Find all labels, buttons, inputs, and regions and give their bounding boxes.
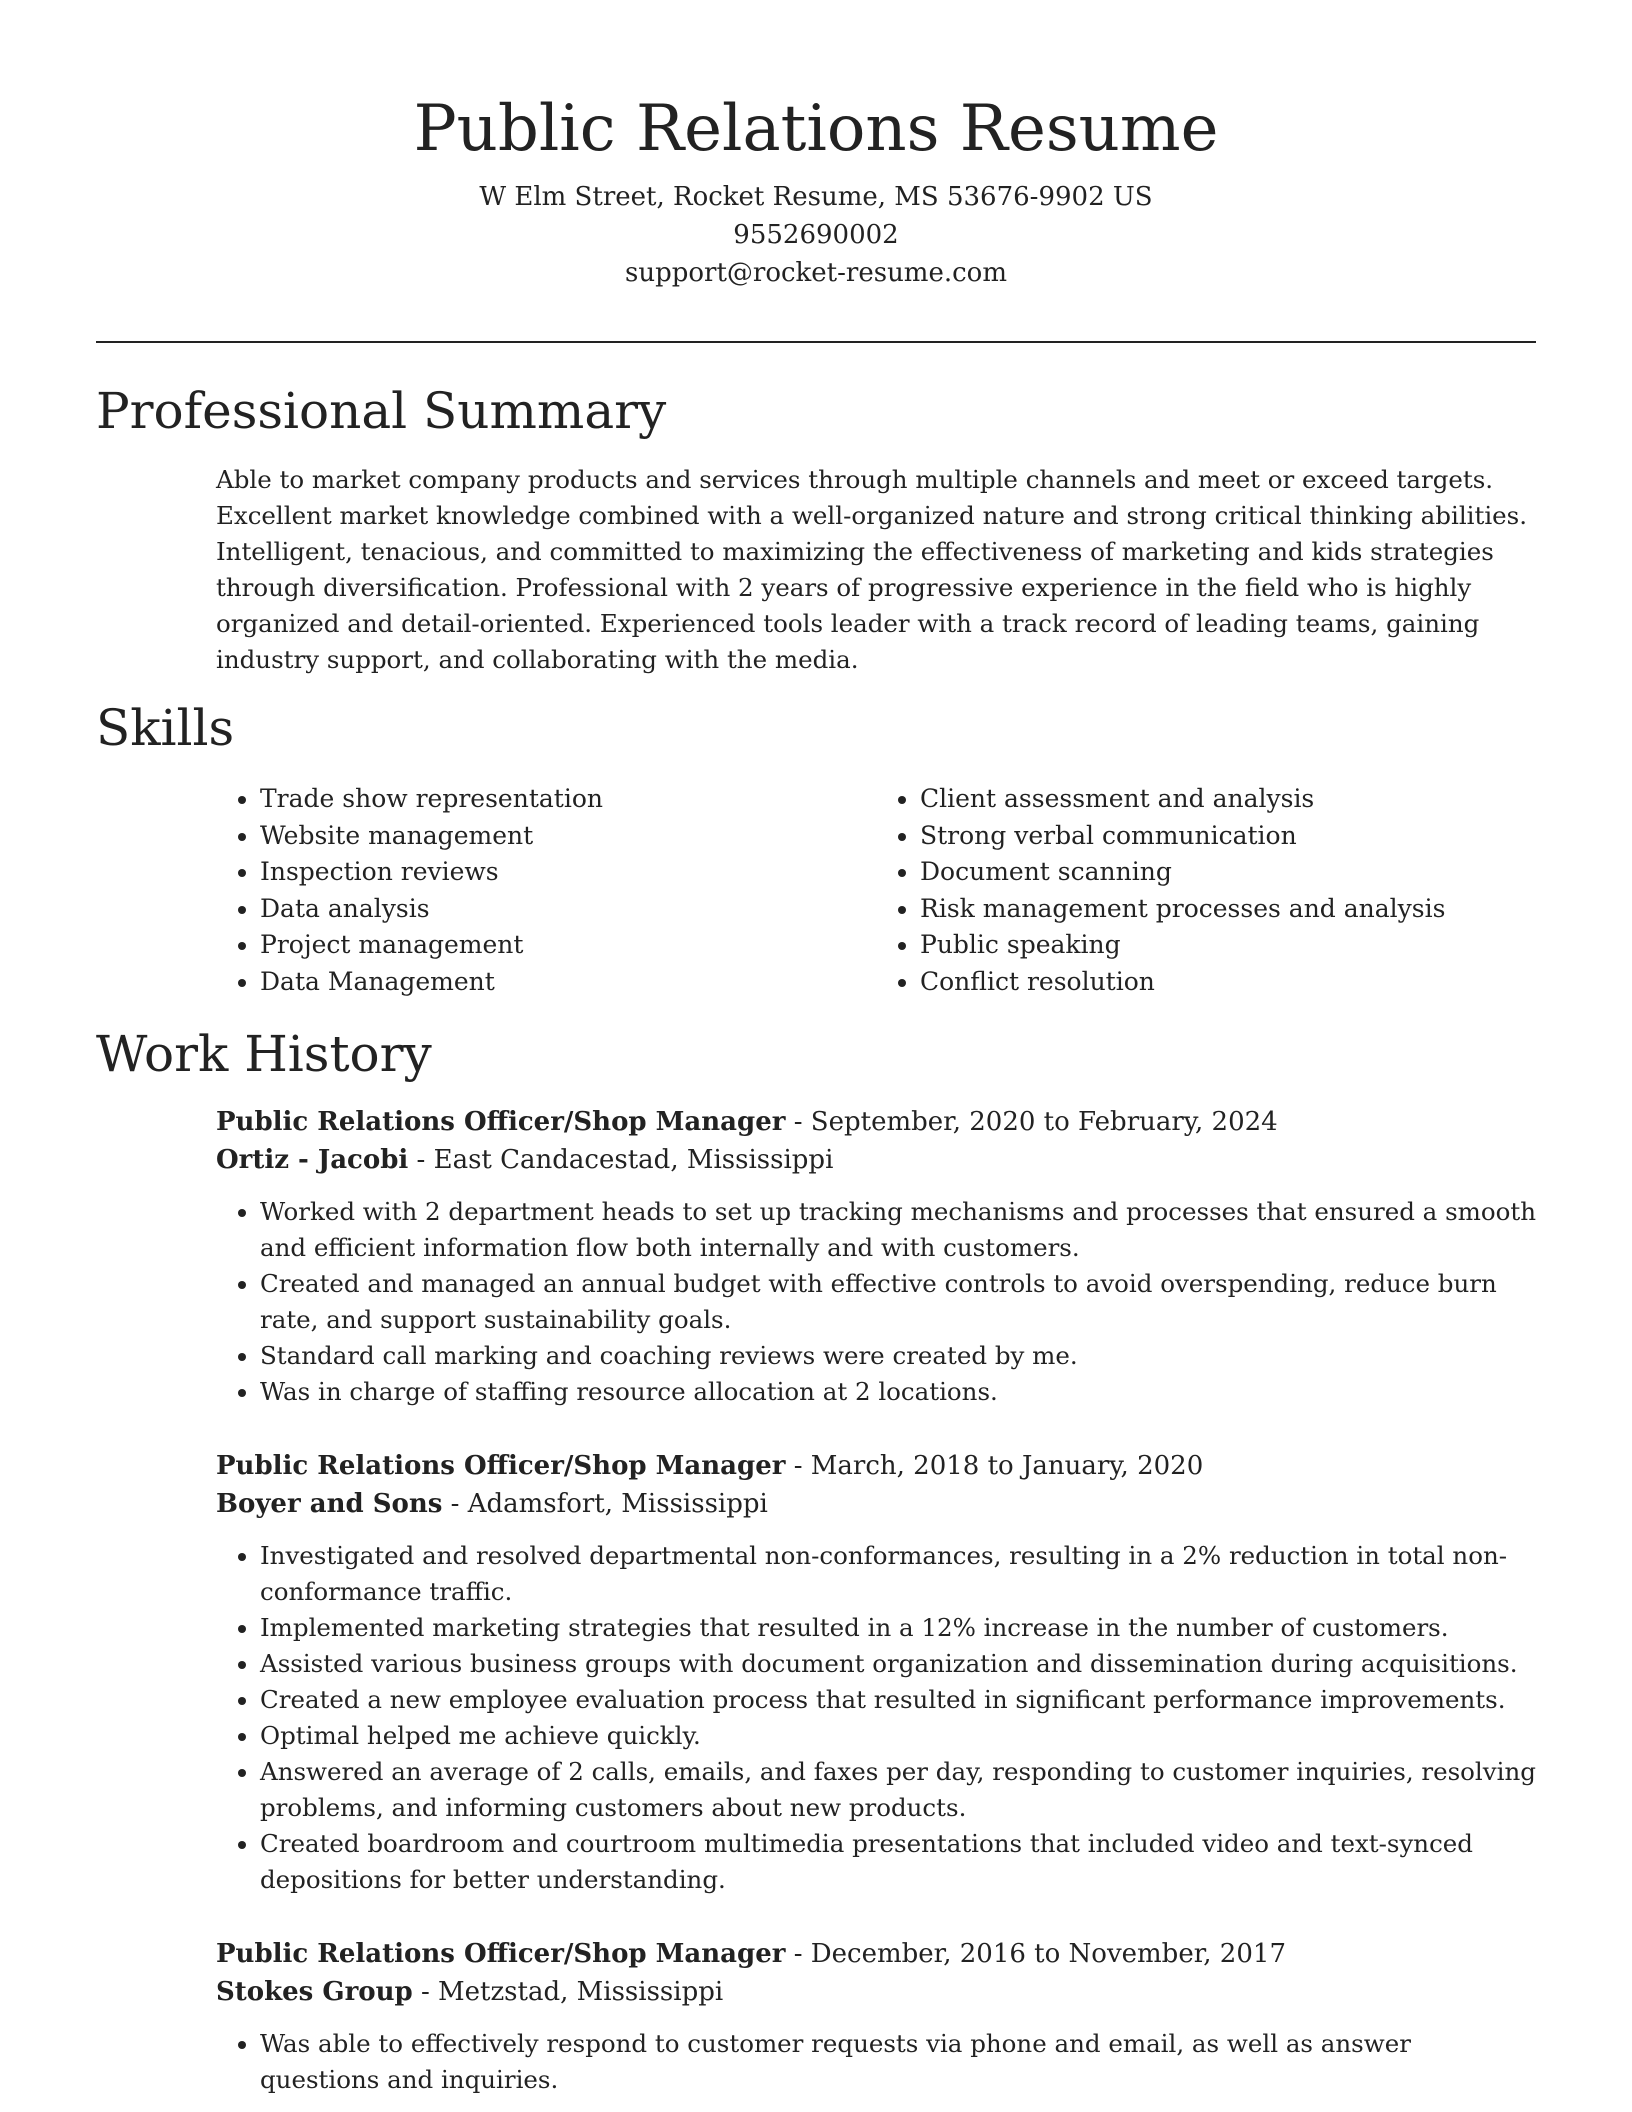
header-divider xyxy=(96,341,1536,343)
job-location: Metzstad, Mississippi xyxy=(438,1976,724,2007)
job-bullet-list xyxy=(216,2026,1536,2098)
job-title-line: Public Relations Officer/Shop Manager - December, 2016 to November, 2017 xyxy=(216,1939,1286,1969)
job-bullet: • Worked with 2 department heads to set up tracking mechanisms and processes that ensured a smooth and efficient information flow both internally and with customers. xyxy=(260,1194,1536,1266)
job-company: Boyer and Sons xyxy=(216,1488,443,1519)
skills-column-right xyxy=(876,781,1536,1000)
skill-item: • Risk management processes and analysis xyxy=(920,891,1536,928)
skills-heading: Skills xyxy=(96,699,235,757)
skill-item: • Conflict resolution xyxy=(920,964,1536,1001)
job-company: Stokes Group xyxy=(216,1976,413,2007)
job-company-line: Ortiz - Jacobi - East Candacestad, Mississippi xyxy=(216,1144,834,1175)
job-bullet: • Answered an average of 2 calls, emails, and faxes per day, responding to customer inquiries, resolving problems, and informing customers about new products. xyxy=(260,1754,1536,1826)
skill-item: • Data analysis xyxy=(260,891,876,928)
resume-name: Public Relations Resume xyxy=(413,92,1219,166)
contact-block xyxy=(0,178,1632,292)
job-bullet-list xyxy=(216,1194,1536,1410)
contact-address: W Elm Street, Rocket Resume, MS 53676-9902 US xyxy=(479,182,1153,212)
job-dates: September, 2020 to February, 2024 xyxy=(810,1107,1278,1137)
summary-heading: Professional Summary xyxy=(96,382,667,440)
skills-list xyxy=(216,781,1536,1000)
job-bullet: • Standard call marking and coaching reviews were created by me. xyxy=(260,1338,1536,1374)
job-company: Ortiz - Jacobi xyxy=(216,1144,409,1175)
job-bullet: • Created and managed an annual budget with effective controls to avoid overspending, reduce burn rate, and support sustainability goals. xyxy=(260,1266,1536,1338)
job-title: Public Relations Officer/Shop Manager xyxy=(216,1939,786,1969)
job-title-line: Public Relations Officer/Shop Manager - March, 2018 to January, 2020 xyxy=(216,1451,1204,1481)
job-bullet: • Was able to effectively respond to customer requests via phone and email, as well as answer questions and inquiries. xyxy=(260,2026,1536,2098)
skill-item: • Inspection reviews xyxy=(260,854,876,891)
job-title: Public Relations Officer/Shop Manager xyxy=(216,1451,786,1481)
job-company-line: Boyer and Sons - Adamsfort, Mississippi xyxy=(216,1488,768,1519)
job-entry xyxy=(216,1448,1536,1898)
resume-header xyxy=(0,0,1632,292)
job-bullet: • Investigated and resolved departmental non-conformances, resulting in a 2% reduction in total non-conformance traffic. xyxy=(260,1538,1536,1610)
skill-item: • Project management xyxy=(260,927,876,964)
job-bullet: • Created boardroom and courtroom multimedia presentations that included video and text-synced depositions for better understanding. xyxy=(260,1826,1536,1898)
job-title-line: Public Relations Officer/Shop Manager - September, 2020 to February, 2024 xyxy=(216,1107,1278,1137)
skills-column-left xyxy=(216,781,876,1000)
job-location: East Candacestad, Mississippi xyxy=(433,1144,834,1175)
job-bullet: • Was in charge of staffing resource allocation at 2 locations. xyxy=(260,1374,1536,1410)
job-bullet: • Implemented marketing strategies that resulted in a 12% increase in the number of customers. xyxy=(260,1610,1536,1646)
job-dates: December, 2016 to November, 2017 xyxy=(810,1939,1286,1969)
skill-item: • Document scanning xyxy=(920,854,1536,891)
job-title: Public Relations Officer/Shop Manager xyxy=(216,1107,786,1137)
job-company-line: Stokes Group - Metzstad, Mississippi xyxy=(216,1976,724,2007)
job-bullet: • Assisted various business groups with document organization and dissemination during acquisitions. xyxy=(260,1646,1536,1682)
summary-text: Able to market company products and services through multiple channels and meet or exceed targets. Excellent market knowledge combined with a well-organized nature and strong critical thinking abilities. Intelligent, tenacious, and committed to maximizing the effectiveness of marketing and kids strategies through diversification. Professional with 2 years of progressive experience in the field who is highly organized and detail-oriented. Experienced tools leader with a track record of leading teams, gaining industry support, and collaborating with the media. xyxy=(216,465,1528,674)
skill-item: • Client assessment and analysis xyxy=(920,781,1536,818)
job-bullet-list xyxy=(216,1538,1536,1898)
job-bullet: • Optimal helped me achieve quickly. xyxy=(260,1718,1536,1754)
work-history-heading: Work History xyxy=(96,1025,432,1083)
job-entry xyxy=(216,1936,1536,2098)
skill-item: • Public speaking xyxy=(920,927,1536,964)
skill-item: • Trade show representation xyxy=(260,781,876,818)
job-entry xyxy=(216,1104,1536,1410)
contact-phone: 9552690002 xyxy=(733,220,899,250)
skill-item: • Strong verbal communication xyxy=(920,818,1536,855)
contact-email: support@rocket-resume.com xyxy=(624,258,1007,288)
skill-item: • Data Management xyxy=(260,964,876,1001)
job-location: Adamsfort, Mississippi xyxy=(467,1488,768,1519)
job-bullet: • Created a new employee evaluation process that resulted in significant performance improvements. xyxy=(260,1682,1536,1718)
skill-item: • Website management xyxy=(260,818,876,855)
job-dates: March, 2018 to January, 2020 xyxy=(810,1451,1204,1481)
